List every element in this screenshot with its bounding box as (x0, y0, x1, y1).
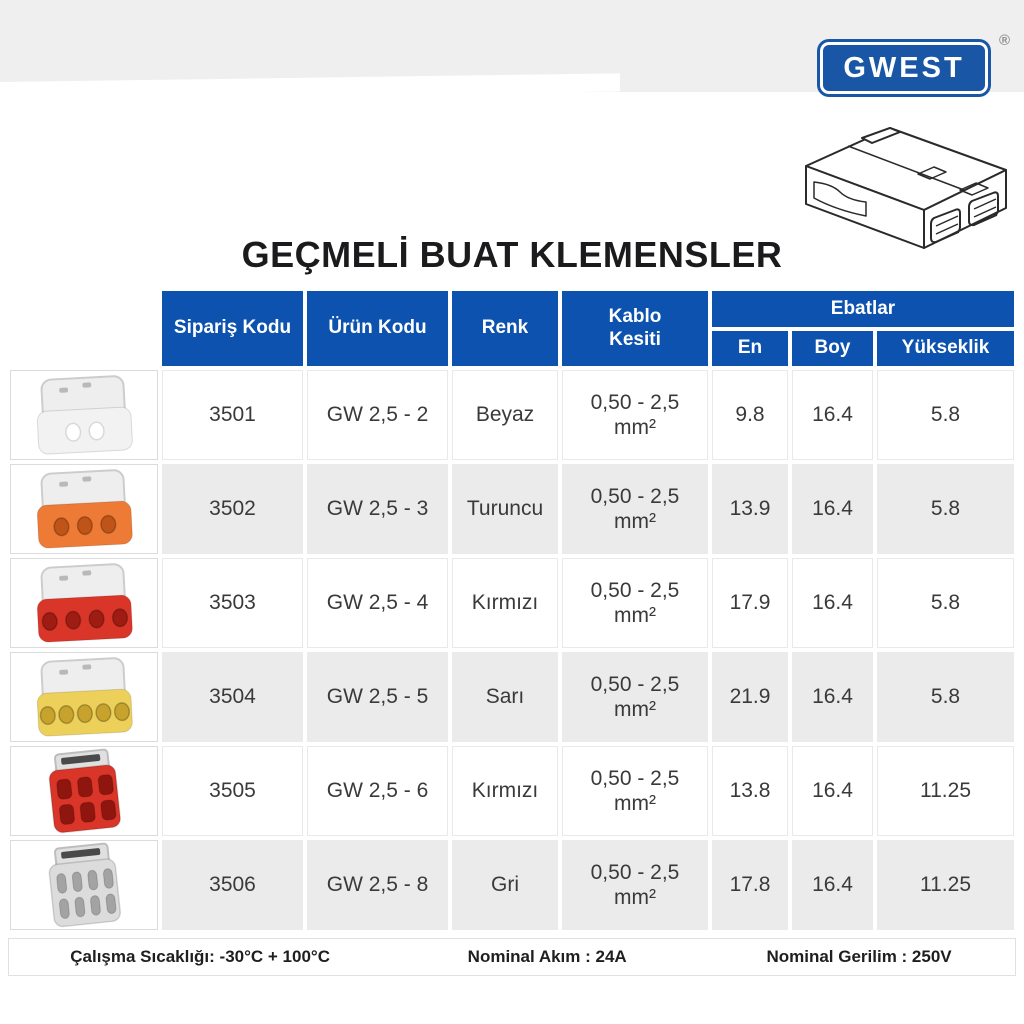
cell-height: 11.25 (875, 838, 1016, 932)
cell-width: 9.8 (710, 368, 790, 462)
cell-product-code: GW 2,5 - 6 (305, 744, 450, 838)
orange-3-pole-connector-photo (25, 466, 143, 552)
cell-order-code: 3502 (160, 462, 305, 556)
cell-width: 17.8 (710, 838, 790, 932)
cell-color: Sarı (450, 650, 560, 744)
cell-cable-cross-section (560, 838, 710, 932)
cable-unit: mm² (614, 416, 656, 439)
cable-range: 0,50 - 2,5 (590, 484, 680, 508)
cable-range: 0,50 - 2,5 (590, 860, 680, 884)
cell-product-code: GW 2,5 - 3 (305, 462, 450, 556)
cable-unit: mm² (614, 698, 656, 721)
cell-width: 13.9 (710, 462, 790, 556)
cell-length: 16.4 (790, 838, 875, 932)
cell-product-code: GW 2,5 - 2 (305, 368, 450, 462)
cell-color: Beyaz (450, 368, 560, 462)
cell-order-code: 3504 (160, 650, 305, 744)
product-image-cell (8, 368, 160, 462)
white-2-pole-connector-photo (25, 372, 143, 458)
gray-8-pole-connector-photo (25, 842, 143, 928)
cable-range: 0,50 - 2,5 (590, 390, 680, 414)
cable-range: 0,50 - 2,5 (590, 766, 680, 790)
column-header-order-code: Sipariş Kodu (160, 289, 305, 368)
cell-product-code: GW 2,5 - 4 (305, 556, 450, 650)
brand-logo-box (820, 42, 988, 94)
cell-height: 5.8 (875, 556, 1016, 650)
cell-length: 16.4 (790, 462, 875, 556)
cell-cable-cross-section (560, 744, 710, 838)
cell-order-code: 3501 (160, 368, 305, 462)
column-header-width: En (710, 329, 790, 368)
cell-color: Turuncu (450, 462, 560, 556)
cell-cable-cross-section (560, 650, 710, 744)
column-header-color: Renk (450, 289, 560, 368)
column-header-product-code: Ürün Kodu (305, 289, 450, 368)
cell-order-code: 3503 (160, 556, 305, 650)
cable-unit: mm² (614, 510, 656, 533)
cell-cable-cross-section (560, 556, 710, 650)
cell-length: 16.4 (790, 368, 875, 462)
nominal-voltage: Nominal Gerilim : 250V (766, 947, 952, 966)
column-header-dimensions: Ebatlar (710, 289, 1016, 329)
column-header-cable-label: Kablo Kesiti (608, 305, 662, 350)
column-header-length: Boy (790, 329, 875, 368)
brand-logo-text: GWEST (843, 51, 965, 84)
page-title: GEÇMELİ BUAT KLEMENSLER (241, 234, 783, 275)
product-image-cell (8, 556, 160, 650)
cell-length: 16.4 (790, 650, 875, 744)
cell-order-code: 3506 (160, 838, 305, 932)
red-6-pole-connector-photo (25, 748, 143, 834)
cable-unit: mm² (614, 792, 656, 815)
cell-length: 16.4 (790, 744, 875, 838)
cell-width: 17.9 (710, 556, 790, 650)
cell-length: 16.4 (790, 556, 875, 650)
cell-product-code: GW 2,5 - 8 (305, 838, 450, 932)
operating-temperature: Çalışma Sıcaklığı: -30°C + 100°C (70, 947, 330, 966)
cable-unit: mm² (614, 604, 656, 627)
cell-product-code: GW 2,5 - 5 (305, 650, 450, 744)
brand-logo (820, 32, 1010, 94)
nominal-current: Nominal Akım : 24A (467, 947, 627, 966)
cell-height: 11.25 (875, 744, 1016, 838)
cell-width: 21.9 (710, 650, 790, 744)
cell-height: 5.8 (875, 650, 1016, 744)
cell-cable-cross-section (560, 368, 710, 462)
cell-cable-cross-section (560, 462, 710, 556)
column-header-height: Yükseklik (875, 329, 1016, 368)
yellow-5-pole-connector-photo (25, 654, 143, 740)
product-image-cell (8, 650, 160, 744)
cell-color: Gri (450, 838, 560, 932)
cable-unit: mm² (614, 886, 656, 909)
registered-trademark: ® (998, 32, 1010, 49)
cell-color: Kırmızı (450, 744, 560, 838)
column-header-cable-cross-section (560, 289, 710, 368)
cell-order-code: 3505 (160, 744, 305, 838)
product-table (8, 289, 1016, 932)
footer-specs (8, 938, 1016, 976)
product-image-cell (8, 838, 160, 932)
cell-height: 5.8 (875, 462, 1016, 556)
cell-width: 13.8 (710, 744, 790, 838)
cell-color: Kırmızı (450, 556, 560, 650)
cable-range: 0,50 - 2,5 (590, 578, 680, 602)
cell-height: 5.8 (875, 368, 1016, 462)
cable-range: 0,50 - 2,5 (590, 672, 680, 696)
red-4-pole-connector-photo (25, 560, 143, 646)
product-image-cell (8, 462, 160, 556)
product-image-cell (8, 744, 160, 838)
